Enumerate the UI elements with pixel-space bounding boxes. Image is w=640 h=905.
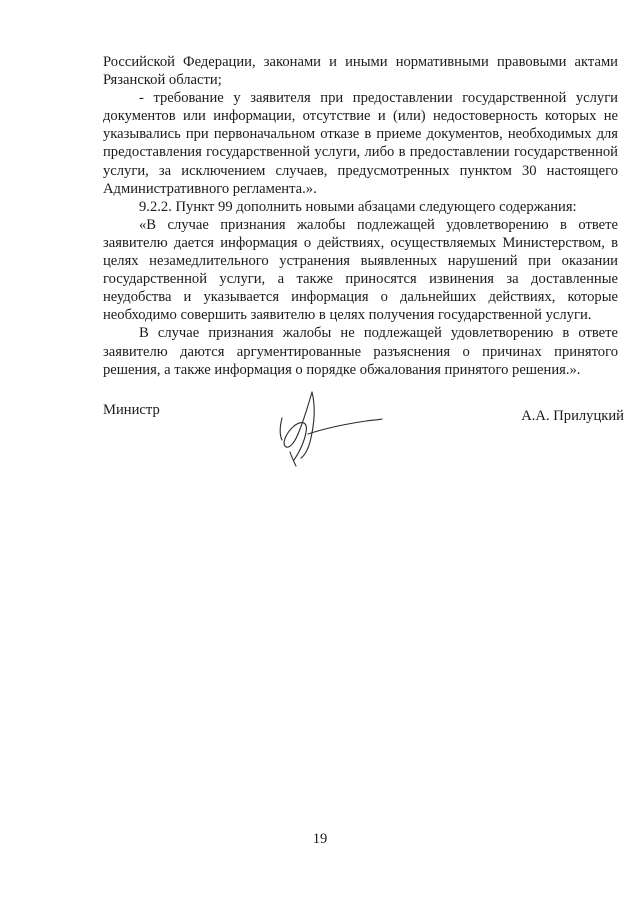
paragraph-2: - требование у заявителя при предоставлении государственной услуги документов или информации, отсутствие и (или) недостоверность которых не указывались при первоначальном отказе в приеме документов, необходимых для предоставления государственной услуги, либо в предоставлении государственной услуги, за исключением случаев, предусмотренных пунктом 30 настоящего Административного регламента.».: [103, 90, 618, 197]
paragraph-4: «В случае признания жалобы подлежащей удовлетворению в ответе заявителю дается информация о действиях, осуществляемых Министерством, в целях незамедлительного устранения выявленных нарушений при оказании государственной услуги, а также приносятся извинения за доставленные неудобства и указывается информация о дальнейших действиях, которые необходимо совершить заявителю в целях получения государственной услуги.: [103, 216, 618, 324]
document-body: [103, 53, 618, 379]
signatory-name: А.А. Прилуцкий: [521, 408, 624, 424]
paragraph-3: 9.2.2. Пункт 99 дополнить новыми абзацами следующего содержания:: [139, 198, 577, 215]
signature-block: [103, 400, 624, 480]
paragraph-5: В случае признания жалобы не подлежащей удовлетворению в ответе заявителю даются аргументированные разъяснения о причинах принятого решения, а также информация о порядке обжалования принятого решения.».: [103, 325, 618, 378]
page-number: 19: [312, 831, 328, 847]
paragraph-1: Российской Федерации, законами и иными нормативными правовыми актами Рязанской области;: [103, 54, 618, 89]
signatory-position: Министр: [103, 402, 160, 418]
handwritten-signature: [268, 388, 388, 472]
